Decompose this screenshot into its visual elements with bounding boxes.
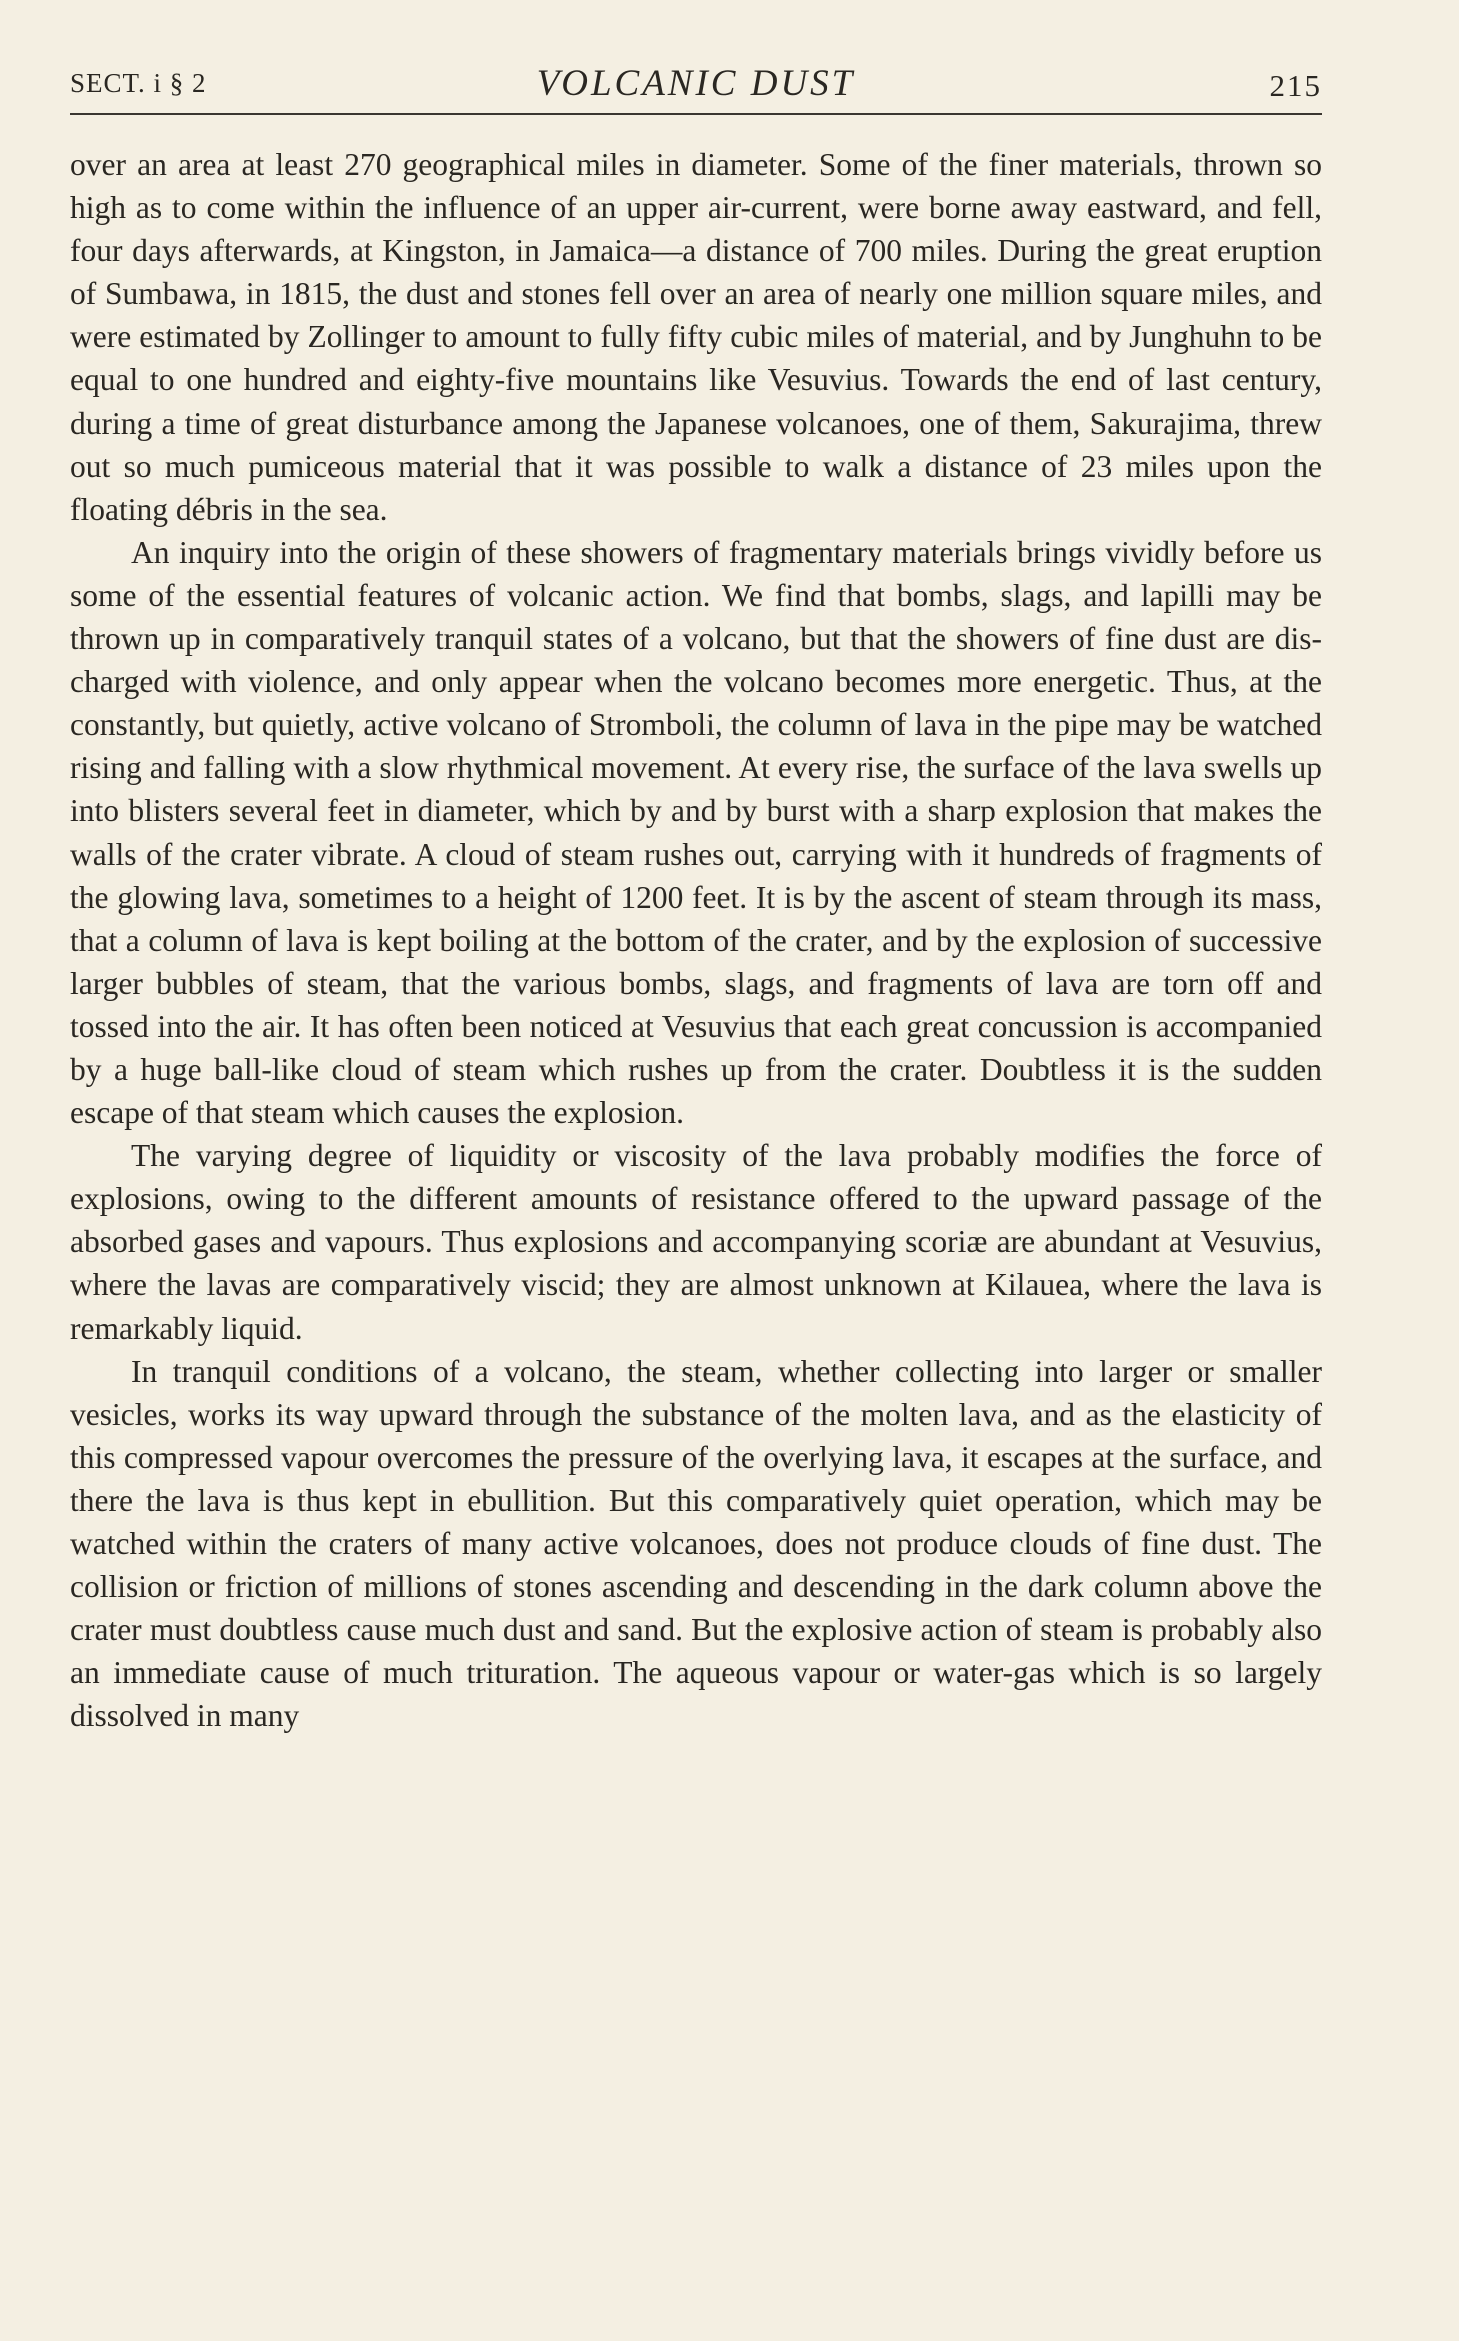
- header-rule: [70, 113, 1322, 115]
- paragraph: The varying degree of liquidity or viscosity of the lava probably modifies the force of explosions, owing to the different amounts of resistance offered to the upward passage of the absorbed gases and vapours. Thus explosions and accompanying scoriæ are abundant at Vesuvius, where the lavas are comparatively viscid; they are almost unknown at Kilauea, where the lava is remarkably liquid.: [70, 1138, 1322, 1346]
- section-reference: SECT. i § 2: [70, 68, 207, 98]
- paragraph-continued: over an area at least 270 geographical miles in diameter. Some of the finer materials, thrown so high as to come within the influence of an upper air-current, were borne away eastward, and fell, four days afterwards, at Kingston, in Jamaica—a distance of 700 miles. During the great eruption of Sumbawa, in 1815, the dust and stones fell over an area of nearly one million square miles, and were estimated by Zollinger to amount to fully fifty cubic miles of material, and by Junghuhn to be equal to one hundred and eighty-five mountains like Vesuvius. Towards the end of last century, during a time of great disturbance among the Japanese volcanoes, one of them, Sakurajima, threw out so much pumiceous material that it was possible to walk a distance of 23 miles upon the floating débris in the sea.: [70, 147, 1322, 527]
- running-head: [70, 62, 1322, 108]
- paragraph: An inquiry into the origin of these showers of fragmentary materials brings vividly before us some of the essential features of volcanic action. We find that bombs, slags, and lapilli may be thrown up in comparatively tranquil states of a volcano, but that the showers of fine dust are discharged with violence, and only appear when the volcano becomes more energetic. Thus, at the constantly, but quietly, active volcano of Stromboli, the column of lava in the pipe may be watched rising and falling with a slow rhythmical movement. At every rise, the surface of the lava swells up into blisters several feet in diameter, which by and by burst with a sharp explosion that makes the walls of the crater vibrate. A cloud of steam rushes out, carrying with it hundreds of fragments of the glowing lava, sometimes to a height of 1200 feet. It is by the ascent of steam through its mass, that a column of lava is kept boiling at the bottom of the crater, and by the explosion of successive larger bubbles of steam, that the various bombs, slags, and fragments of lava are torn off and tossed into the air. It has often been noticed at Vesuvius that each great concussion is accompanied by a huge ball-like cloud of steam which rushes up from the crater. Doubtless it is the sudden escape of that steam which causes the explosion.: [70, 534, 1322, 1131]
- paragraph: In tranquil conditions of a volcano, the steam, whether collecting into larger or smaller vesicles, works its way upward through the substance of the molten lava, and as the elasticity of this compressed vapour overcomes the pressure of the overlying lava, it escapes at the surface, and there the lava is thus kept in ebullition. But this comparatively quiet operation, which may be watched within the craters of many active volcanoes, does not produce clouds of fine dust. The collision or friction of millions of stones ascending and descending in the dark column above the crater must doubtless cause much dust and sand. But the explosive action of steam is probably also an immediate cause of much trituration. The aqueous vapour or water-gas which is so largely dissolved in many: [70, 1353, 1322, 1734]
- running-title: VOLCANIC DUST: [536, 63, 856, 104]
- body-text: [70, 143, 1322, 1737]
- page-number: 215: [1269, 68, 1322, 103]
